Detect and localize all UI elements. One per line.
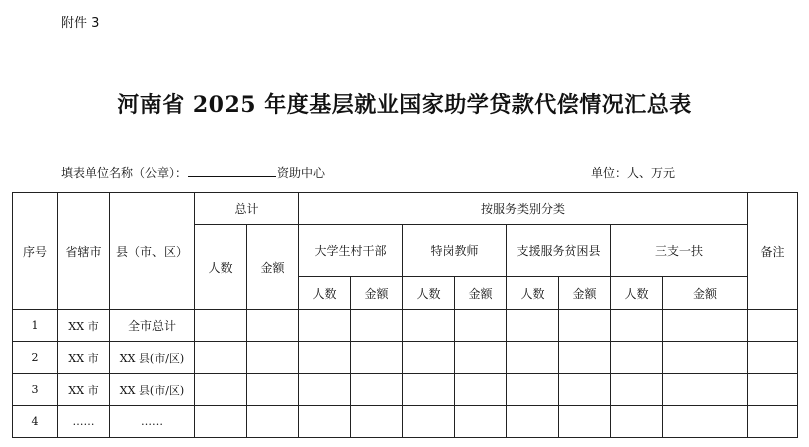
cell-blank <box>559 406 611 438</box>
cell-blank <box>748 342 798 374</box>
cell-blank <box>455 374 507 406</box>
row-county: 全市总计 <box>110 310 195 342</box>
header-amount: 金额 <box>559 277 611 310</box>
row-county: XX 县(市/区) <box>110 374 195 406</box>
header-total-amount: 金额 <box>247 225 299 310</box>
cell-blank <box>351 342 403 374</box>
cell-blank <box>351 374 403 406</box>
row-city: XX 市 <box>58 342 110 374</box>
unit-name-row <box>61 164 325 181</box>
cell-blank <box>247 406 299 438</box>
cell-blank <box>299 406 351 438</box>
header-total: 总计 <box>195 193 299 225</box>
cell-blank <box>403 374 455 406</box>
table-row <box>13 310 798 342</box>
row-seq: 2 <box>13 342 58 374</box>
header-city: 省辖市 <box>58 193 110 310</box>
cell-blank <box>507 342 559 374</box>
cell-blank <box>195 310 247 342</box>
summary-table <box>12 192 798 438</box>
cell-blank <box>748 310 798 342</box>
cell-blank <box>611 342 663 374</box>
cell-blank <box>663 310 748 342</box>
row-city: XX 市 <box>58 310 110 342</box>
cell-blank <box>611 406 663 438</box>
unit-label: 单位：人、万元 <box>591 166 676 180</box>
cell-blank <box>403 406 455 438</box>
cell-blank <box>507 374 559 406</box>
cell-blank <box>247 342 299 374</box>
row-city: …… <box>58 406 110 438</box>
cell-blank <box>247 374 299 406</box>
header-people: 人数 <box>403 277 455 310</box>
unit-name-label: 填表单位名称（公章）： <box>61 166 188 180</box>
cell-blank <box>403 310 455 342</box>
header-remark: 备注 <box>748 193 798 310</box>
unit-name-blank <box>188 166 276 177</box>
header-by-category: 按服务类别分类 <box>299 193 748 225</box>
table-row <box>13 406 798 438</box>
cell-blank <box>748 406 798 438</box>
row-seq: 1 <box>13 310 58 342</box>
header-seq: 序号 <box>13 193 58 310</box>
row-seq: 3 <box>13 374 58 406</box>
cell-blank <box>507 310 559 342</box>
row-county: XX 县(市/区) <box>110 342 195 374</box>
header-total-people: 人数 <box>195 225 247 310</box>
table-row <box>13 342 798 374</box>
cell-blank <box>611 374 663 406</box>
header-category: 支援服务贫困县 <box>507 225 611 277</box>
table-row <box>13 374 798 406</box>
cell-blank <box>299 374 351 406</box>
cell-blank <box>663 406 748 438</box>
cell-blank <box>195 342 247 374</box>
cell-blank <box>611 310 663 342</box>
cell-blank <box>559 310 611 342</box>
header-people: 人数 <box>299 277 351 310</box>
cell-blank <box>299 310 351 342</box>
header-amount: 金额 <box>455 277 507 310</box>
row-city: XX 市 <box>58 374 110 406</box>
row-seq: 4 <box>13 406 58 438</box>
cell-blank <box>748 374 798 406</box>
cell-blank <box>663 374 748 406</box>
cell-blank <box>195 374 247 406</box>
cell-blank <box>247 310 299 342</box>
cell-blank <box>351 406 403 438</box>
cell-blank <box>351 310 403 342</box>
header-people: 人数 <box>507 277 559 310</box>
cell-blank <box>455 310 507 342</box>
attachment-label: 附件 3 <box>61 16 100 31</box>
header-amount: 金额 <box>351 277 403 310</box>
cell-blank <box>403 342 455 374</box>
row-county: …… <box>110 406 195 438</box>
header-category: 大学生村干部 <box>299 225 403 277</box>
cell-blank <box>455 342 507 374</box>
cell-blank <box>663 342 748 374</box>
header-category: 三支一扶 <box>611 225 748 277</box>
header-amount: 金额 <box>663 277 748 310</box>
cell-blank <box>507 406 559 438</box>
cell-blank <box>195 406 247 438</box>
cell-blank <box>559 374 611 406</box>
header-county: 县（市、区） <box>110 193 195 310</box>
page-title: 河南省 2025 年度基层就业国家助学贷款代偿情况汇总表 <box>117 92 692 118</box>
header-people: 人数 <box>611 277 663 310</box>
cell-blank <box>559 342 611 374</box>
cell-blank <box>455 406 507 438</box>
cell-blank <box>299 342 351 374</box>
header-category: 特岗教师 <box>403 225 507 277</box>
unit-name-suffix: 资助中心 <box>277 166 326 180</box>
